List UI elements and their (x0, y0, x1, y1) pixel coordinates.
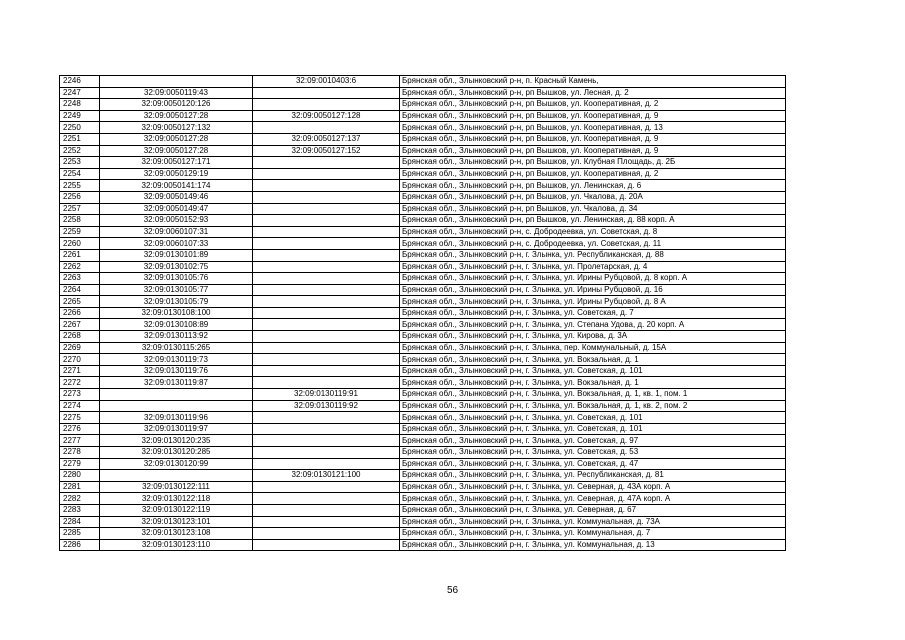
row-number-cell: 2283 (60, 504, 100, 516)
cadastral-number-cell: 32:09:0130123:101 (100, 516, 253, 528)
address-cell: Брянская обл., Злынковский р-н, с. Добродеевка, ул. Советская, д. 11 (400, 238, 786, 250)
related-cadastral-number-cell (253, 157, 400, 169)
row-number-cell: 2284 (60, 516, 100, 528)
address-cell: Брянская обл., Злынковский р-н, г. Злынка, ул. Республиканская, д. 88 (400, 249, 786, 261)
related-cadastral-number-cell (253, 319, 400, 331)
address-cell: Брянская обл., Злынковский р-н, г. Злынка, ул. Ирины Рубцовой, д. 8 А (400, 296, 786, 308)
cadastral-number-cell: 32:09:0130105:77 (100, 284, 253, 296)
cadastral-number-cell: 32:09:0130101:89 (100, 249, 253, 261)
address-cell: Брянская обл., Злынковский р-н, г. Злынка, ул. Кирова, д. 3А (400, 331, 786, 343)
table-row (60, 180, 786, 192)
cadastral-number-cell: 32:09:0050127:171 (100, 157, 253, 169)
row-number-cell: 2264 (60, 284, 100, 296)
related-cadastral-number-cell (253, 215, 400, 227)
cadastral-number-cell: 32:09:0130115:265 (100, 342, 253, 354)
related-cadastral-number-cell (253, 458, 400, 470)
row-number-cell: 2277 (60, 435, 100, 447)
table-row (60, 423, 786, 435)
row-number-cell: 2263 (60, 273, 100, 285)
address-cell: Брянская обл., Злынковский р-н, г. Злынка, ул. Советская, д. 97 (400, 435, 786, 447)
registry-table (59, 75, 786, 551)
table-row (60, 377, 786, 389)
address-cell: Брянская обл., Злынковский р-н, рп Вышков, ул. Лесная, д. 2 (400, 87, 786, 99)
cadastral-number-cell: 32:09:0130119:87 (100, 377, 253, 389)
related-cadastral-number-cell: 32:09:0050127:152 (253, 145, 400, 157)
table-row (60, 261, 786, 273)
row-number-cell: 2258 (60, 215, 100, 227)
related-cadastral-number-cell (253, 516, 400, 528)
address-cell: Брянская обл., Злынковский р-н, г. Злынка, ул. Вокзальная, д. 1, кв. 1, пом. 1 (400, 389, 786, 401)
related-cadastral-number-cell (253, 412, 400, 424)
table-row (60, 389, 786, 401)
table-row (60, 203, 786, 215)
cadastral-number-cell: 32:09:0050152:93 (100, 215, 253, 227)
cadastral-number-cell: 32:09:0050129:19 (100, 168, 253, 180)
address-cell: Брянская обл., Злынковский р-н, г. Злынка, ул. Советская, д. 101 (400, 423, 786, 435)
related-cadastral-number-cell: 32:09:0130119:92 (253, 400, 400, 412)
address-cell: Брянская обл., Злынковский р-н, с. Добродеевка, ул. Советская, д. 8 (400, 226, 786, 238)
related-cadastral-number-cell: 32:09:0130119:91 (253, 389, 400, 401)
address-cell: Брянская обл., Злынковский р-н, рп Вышков, ул. Чкалова, д. 34 (400, 203, 786, 215)
related-cadastral-number-cell (253, 284, 400, 296)
related-cadastral-number-cell: 32:09:0050127:137 (253, 133, 400, 145)
address-cell: Брянская обл., Злынковский р-н, рп Вышков, ул. Ленинская, д. 88 корп. А (400, 215, 786, 227)
related-cadastral-number-cell (253, 528, 400, 540)
table-row (60, 238, 786, 250)
related-cadastral-number-cell (253, 377, 400, 389)
address-cell: Брянская обл., Злынковский р-н, г. Злынка, ул. Ирины Рубцовой, д. 16 (400, 284, 786, 296)
cadastral-number-cell (100, 470, 253, 482)
row-number-cell: 2275 (60, 412, 100, 424)
address-cell: Брянская обл., Злынковский р-н, г. Злынка, ул. Вокзальная, д. 1 (400, 354, 786, 366)
related-cadastral-number-cell (253, 296, 400, 308)
cadastral-number-cell (100, 76, 253, 88)
table-row (60, 215, 786, 227)
cadastral-number-cell: 32:09:0050120:126 (100, 99, 253, 111)
cadastral-number-cell: 32:09:0060107:33 (100, 238, 253, 250)
table-row (60, 226, 786, 238)
table-row (60, 516, 786, 528)
row-number-cell: 2262 (60, 261, 100, 273)
related-cadastral-number-cell (253, 168, 400, 180)
table-row (60, 481, 786, 493)
cadastral-number-cell: 32:09:0130113:92 (100, 331, 253, 343)
cadastral-number-cell: 32:09:0060107:31 (100, 226, 253, 238)
related-cadastral-number-cell (253, 226, 400, 238)
cadastral-number-cell: 32:09:0130119:76 (100, 365, 253, 377)
address-cell: Брянская обл., Злынковский р-н, г. Злынка, ул. Северная, д. 43А корп. А (400, 481, 786, 493)
table-row (60, 284, 786, 296)
address-cell: Брянская обл., Злынковский р-н, г. Злынка, ул. Советская, д. 47 (400, 458, 786, 470)
row-number-cell: 2274 (60, 400, 100, 412)
cadastral-number-cell: 32:09:0050127:132 (100, 122, 253, 134)
row-number-cell: 2261 (60, 249, 100, 261)
cadastral-number-cell: 32:09:0130105:76 (100, 273, 253, 285)
address-cell: Брянская обл., Злынковский р-н, г. Злынка, ул. Советская, д. 7 (400, 307, 786, 319)
address-cell: Брянская обл., Злынковский р-н, г. Злынка, ул. Северная, д. 47А корп. А (400, 493, 786, 505)
related-cadastral-number-cell (253, 87, 400, 99)
table-row (60, 458, 786, 470)
related-cadastral-number-cell (253, 342, 400, 354)
related-cadastral-number-cell (253, 331, 400, 343)
related-cadastral-number-cell (253, 238, 400, 250)
row-number-cell: 2279 (60, 458, 100, 470)
cadastral-number-cell (100, 389, 253, 401)
cadastral-number-cell: 32:09:0050127:28 (100, 133, 253, 145)
table-row (60, 342, 786, 354)
address-cell: Брянская обл., Злынковский р-н, г. Злынка, ул. Советская, д. 101 (400, 412, 786, 424)
address-cell: Брянская обл., Злынковский р-н, г. Злынка, ул. Северная, д. 67 (400, 504, 786, 516)
address-cell: Брянская обл., Злынковский р-н, рп Вышков, ул. Кооперативная, д. 13 (400, 122, 786, 134)
related-cadastral-number-cell (253, 447, 400, 459)
address-cell: Брянская обл., Злынковский р-н, рп Вышков, ул. Кооперативная, д. 9 (400, 133, 786, 145)
related-cadastral-number-cell (253, 423, 400, 435)
cadastral-number-cell (100, 400, 253, 412)
related-cadastral-number-cell (253, 493, 400, 505)
table-row (60, 400, 786, 412)
related-cadastral-number-cell (253, 365, 400, 377)
table-row (60, 157, 786, 169)
row-number-cell: 2280 (60, 470, 100, 482)
related-cadastral-number-cell (253, 191, 400, 203)
address-cell: Брянская обл., Злынковский р-н, г. Злынка, ул. Степана Удова, д. 20 корп. А (400, 319, 786, 331)
related-cadastral-number-cell (253, 249, 400, 261)
table-row (60, 354, 786, 366)
row-number-cell: 2265 (60, 296, 100, 308)
cadastral-number-cell: 32:09:0130105:79 (100, 296, 253, 308)
row-number-cell: 2248 (60, 99, 100, 111)
cadastral-number-cell: 32:09:0130120:235 (100, 435, 253, 447)
cadastral-number-cell: 32:09:0130123:110 (100, 539, 253, 551)
table-row (60, 307, 786, 319)
table-row (60, 273, 786, 285)
related-cadastral-number-cell (253, 539, 400, 551)
row-number-cell: 2246 (60, 76, 100, 88)
row-number-cell: 2266 (60, 307, 100, 319)
related-cadastral-number-cell (253, 504, 400, 516)
table-row (60, 504, 786, 516)
table-row (60, 99, 786, 111)
related-cadastral-number-cell (253, 203, 400, 215)
table-row (60, 145, 786, 157)
address-cell: Брянская обл., Злынковский р-н, г. Злынка, ул. Вокзальная, д. 1 (400, 377, 786, 389)
row-number-cell: 2250 (60, 122, 100, 134)
row-number-cell: 2281 (60, 481, 100, 493)
table-row (60, 319, 786, 331)
cadastral-number-cell: 32:09:0050127:28 (100, 145, 253, 157)
page-number: 56 (446, 585, 459, 596)
table-row (60, 249, 786, 261)
related-cadastral-number-cell (253, 273, 400, 285)
row-number-cell: 2269 (60, 342, 100, 354)
address-cell: Брянская обл., Злынковский р-н, рп Вышков, ул. Кооперативная, д. 9 (400, 110, 786, 122)
address-cell: Брянская обл., Злынковский р-н, г. Злынка, ул. Советская, д. 101 (400, 365, 786, 377)
table-row (60, 412, 786, 424)
related-cadastral-number-cell (253, 122, 400, 134)
table-row (60, 470, 786, 482)
cadastral-number-cell: 32:09:0130119:96 (100, 412, 253, 424)
cadastral-number-cell: 32:09:0050119:43 (100, 87, 253, 99)
table-row (60, 133, 786, 145)
row-number-cell: 2255 (60, 180, 100, 192)
row-number-cell: 2268 (60, 331, 100, 343)
cadastral-number-cell: 32:09:0130120:99 (100, 458, 253, 470)
table-row (60, 296, 786, 308)
cadastral-number-cell: 32:09:0130122:118 (100, 493, 253, 505)
address-cell: Брянская обл., Злынковский р-н, рп Вышков, ул. Клубная Площадь, д. 2Б (400, 157, 786, 169)
related-cadastral-number-cell (253, 481, 400, 493)
table-row (60, 539, 786, 551)
address-cell: Брянская обл., Злынковский р-н, г. Злынка, ул. Республиканская, д. 81 (400, 470, 786, 482)
table-row (60, 122, 786, 134)
cadastral-number-cell: 32:09:0130108:100 (100, 307, 253, 319)
related-cadastral-number-cell (253, 99, 400, 111)
row-number-cell: 2249 (60, 110, 100, 122)
cadastral-number-cell: 32:09:0050127:28 (100, 110, 253, 122)
related-cadastral-number-cell: 32:09:0130121:100 (253, 470, 400, 482)
row-number-cell: 2253 (60, 157, 100, 169)
table-row (60, 528, 786, 540)
row-number-cell: 2276 (60, 423, 100, 435)
row-number-cell: 2278 (60, 447, 100, 459)
row-number-cell: 2259 (60, 226, 100, 238)
cadastral-number-cell: 32:09:0050149:47 (100, 203, 253, 215)
address-cell: Брянская обл., Злынковский р-н, рп Вышков, ул. Чкалова, д. 20А (400, 191, 786, 203)
row-number-cell: 2254 (60, 168, 100, 180)
related-cadastral-number-cell (253, 180, 400, 192)
table-row (60, 191, 786, 203)
table-row (60, 168, 786, 180)
table-row (60, 331, 786, 343)
address-cell: Брянская обл., Злынковский р-н, г. Злынка, ул. Коммунальная, д. 13 (400, 539, 786, 551)
row-number-cell: 2286 (60, 539, 100, 551)
address-cell: Брянская обл., Злынковский р-н, г. Злынка, пер. Коммунальный, д. 15А (400, 342, 786, 354)
address-cell: Брянская обл., Злынковский р-н, г. Злынка, ул. Коммунальная, д. 73А (400, 516, 786, 528)
address-cell: Брянская обл., Злынковский р-н, рп Вышков, ул. Кооперативная, д. 2 (400, 99, 786, 111)
address-cell: Брянская обл., Злынковский р-н, г. Злынка, ул. Вокзальная, д. 1, кв. 2, пом. 2 (400, 400, 786, 412)
related-cadastral-number-cell: 32:09:0010403:6 (253, 76, 400, 88)
related-cadastral-number-cell (253, 261, 400, 273)
cadastral-number-cell: 32:09:0130122:111 (100, 481, 253, 493)
address-cell: Брянская обл., Злынковский р-н, рп Вышков, ул. Кооперативная, д. 9 (400, 145, 786, 157)
address-cell: Брянская обл., Злынковский р-н, рп Вышков, ул. Кооперативная, д. 2 (400, 168, 786, 180)
address-cell: Брянская обл., Злынковский р-н, г. Злынка, ул. Ирины Рубцовой, д. 8 корп. А (400, 273, 786, 285)
cadastral-number-cell: 32:09:0130108:89 (100, 319, 253, 331)
table-row (60, 110, 786, 122)
row-number-cell: 2247 (60, 87, 100, 99)
table-row (60, 87, 786, 99)
row-number-cell: 2260 (60, 238, 100, 250)
row-number-cell: 2272 (60, 377, 100, 389)
cadastral-number-cell: 32:09:0130120:285 (100, 447, 253, 459)
address-cell: Брянская обл., Злынковский р-н, п. Красный Камень, (400, 76, 786, 88)
row-number-cell: 2273 (60, 389, 100, 401)
cadastral-number-cell: 32:09:0130122:119 (100, 504, 253, 516)
table-body (60, 76, 786, 551)
address-cell: Брянская обл., Злынковский р-н, г. Злынка, ул. Советская, д. 53 (400, 447, 786, 459)
cadastral-number-cell: 32:09:0130102:75 (100, 261, 253, 273)
row-number-cell: 2271 (60, 365, 100, 377)
related-cadastral-number-cell (253, 354, 400, 366)
row-number-cell: 2257 (60, 203, 100, 215)
row-number-cell: 2270 (60, 354, 100, 366)
related-cadastral-number-cell (253, 435, 400, 447)
row-number-cell: 2251 (60, 133, 100, 145)
row-number-cell: 2256 (60, 191, 100, 203)
related-cadastral-number-cell (253, 307, 400, 319)
cadastral-number-cell: 32:09:0130123:108 (100, 528, 253, 540)
table-row (60, 447, 786, 459)
cadastral-number-cell: 32:09:0050141:174 (100, 180, 253, 192)
address-cell: Брянская обл., Злынковский р-н, г. Злынка, ул. Коммунальная, д. 7 (400, 528, 786, 540)
table-row (60, 76, 786, 88)
address-cell: Брянская обл., Злынковский р-н, рп Вышков, ул. Ленинская, д. 6 (400, 180, 786, 192)
cadastral-number-cell: 32:09:0050149:46 (100, 191, 253, 203)
row-number-cell: 2282 (60, 493, 100, 505)
related-cadastral-number-cell: 32:09:0050127:128 (253, 110, 400, 122)
address-cell: Брянская обл., Злынковский р-н, г. Злынка, ул. Пролетарская, д. 4 (400, 261, 786, 273)
row-number-cell: 2252 (60, 145, 100, 157)
cadastral-number-cell: 32:09:0130119:97 (100, 423, 253, 435)
cadastral-number-cell: 32:09:0130119:73 (100, 354, 253, 366)
row-number-cell: 2267 (60, 319, 100, 331)
table-row (60, 435, 786, 447)
row-number-cell: 2285 (60, 528, 100, 540)
table-row (60, 365, 786, 377)
table-row (60, 493, 786, 505)
